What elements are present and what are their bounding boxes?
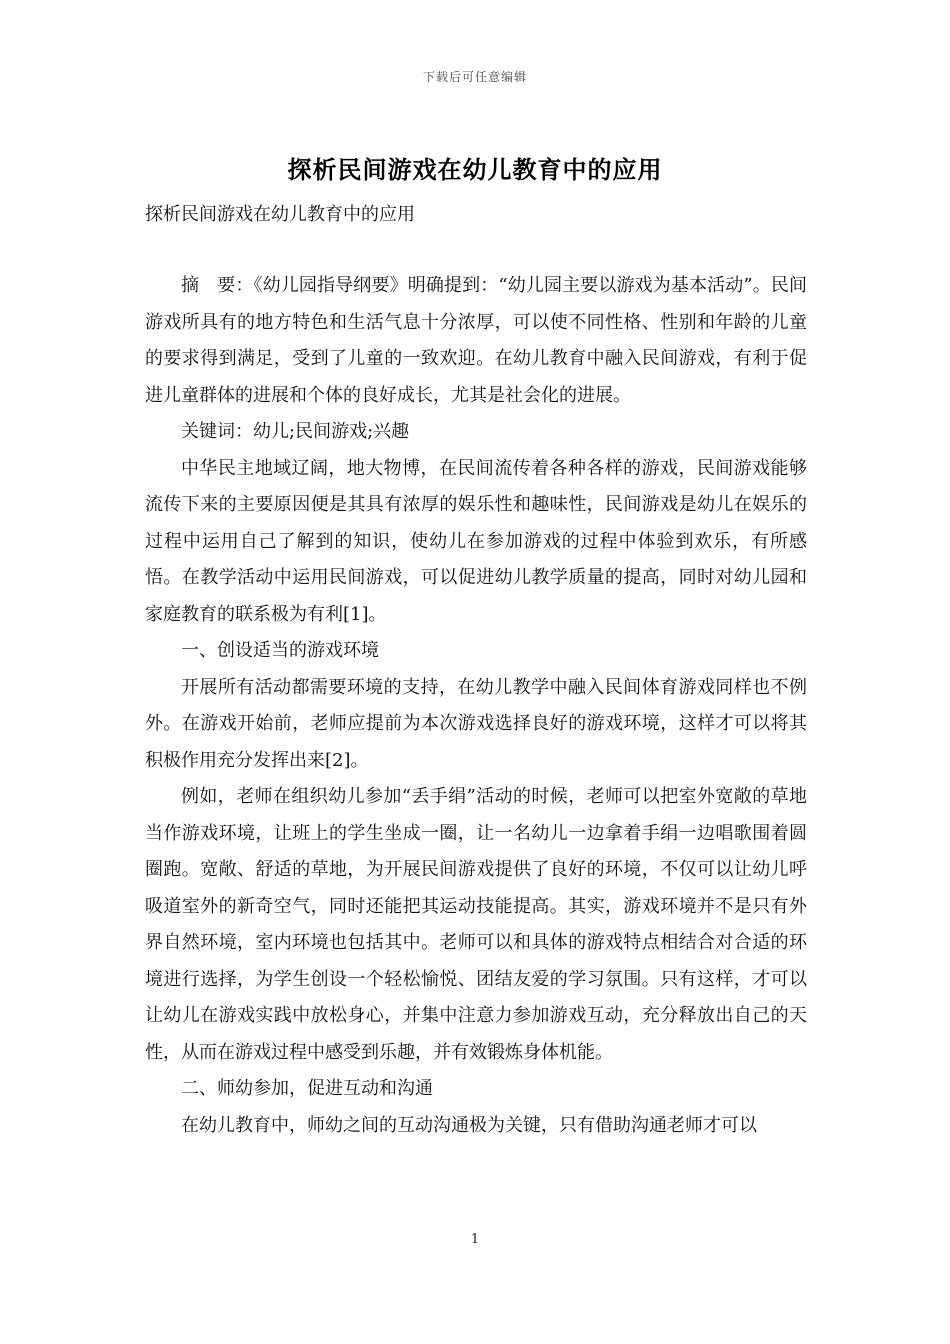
body-paragraph: 在幼儿教育中，师幼之间的互动沟通极为关键，只有借助沟通老师才可以 (181, 1114, 757, 1136)
document-title: 探析民间游戏在幼儿教育中的应用 (287, 155, 663, 184)
body-paragraph: 例如，老师在组织幼儿参加“丢手绢”活动的时候，老师可以把室外宽敞的草地当作游戏环境，让班上的学生坐成一圈，让一名幼儿一边拿着手绢一边唱歌围着圆圈跑。宽敞、舒适的草地，为开展民间游戏提供了良好的环境，不仅可以让幼儿呼吸道室外的新奇空气，同时还能把其运动技能提高。其实，游戏环境并不是只有外界自然环境，室内环境也包括其中。老师可以和具体的游戏特点相结合对合适的环境进行选择，为学生创设一个轻松愉悦、团结友爱的学习氛围。只有这样，才可以让幼儿在游戏实践中放松身心，并集中注意力参加游戏互动，充分释放出自己的天性，从而在游戏过程中感受到乐趣，并有效锻炼身体机能。 (145, 786, 807, 1063)
page-number: 1 (470, 1232, 480, 1247)
section-heading: 一、创设适当的游戏环境 (181, 640, 379, 661)
section-heading: 二、师幼参加，促进互动和沟通 (181, 1078, 433, 1099)
header-note: 下载后可任意编辑 (422, 70, 527, 84)
abstract-paragraph: 摘 要：《幼儿园指导纲要》明确提到：“幼儿园主要以游戏为基本活动”。民间游戏所具有的地方特色和生活气息十分浓厚，可以使不同性格、性别和年龄的儿童的要求得到满足，受到了儿童的一致欢迎。在幼儿教育中融入民间游戏，有利于促进儿童群体的进展和个体的良好成长，尤其是社会化的进展。 (145, 275, 807, 406)
body-paragraph: 开展所有活动都需要环境的支持，在幼儿教学中融入民间体育游戏同样也不例外。在游戏开始前，老师应提前为本次游戏选择良好的游戏环境，这样才可以将其积极作用充分发挥出来[2]。 (145, 676, 807, 771)
body-paragraph: 中华民主地域辽阔，地大物博，在民间流传着各种各样的游戏，民间游戏能够流传下来的主要原因便是其具有浓厚的娱乐性和趣味性，民间游戏是幼儿在娱乐的过程中运用自己了解到的知识，使幼儿在参加游戏的过程中体验到欢乐，有所感悟。在教学活动中运用民间游戏，可以促进幼儿教学质量的提高，同时对幼儿园和家庭教育的联系极为有利[1]。 (145, 457, 807, 625)
keywords-paragraph: 关键词：幼儿;民间游戏;兴趣 (181, 421, 410, 442)
document-body (145, 268, 807, 1144)
document-subtitle: 探析民间游戏在幼儿教育中的应用 (145, 204, 415, 225)
